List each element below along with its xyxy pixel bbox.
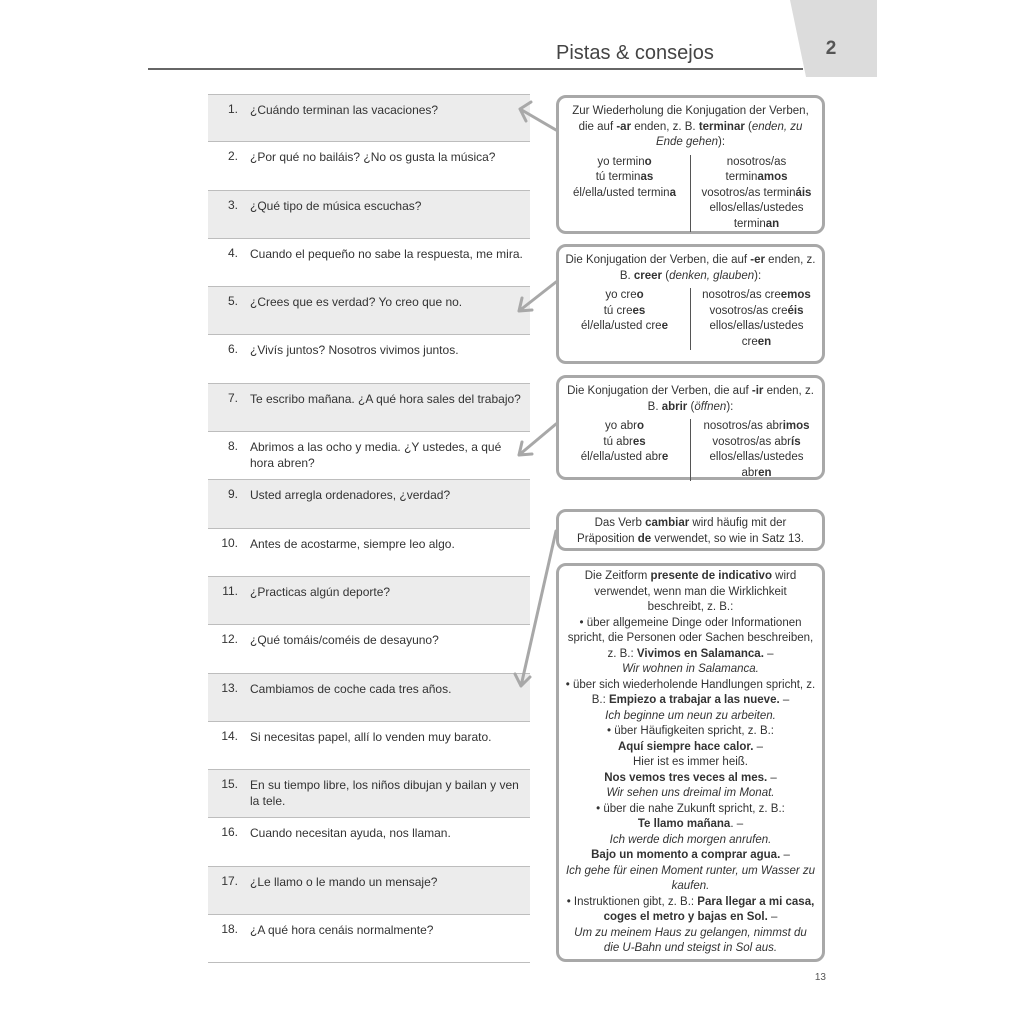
exercise-text: Cuando el pequeño no sabe la respuesta, me mira. (250, 246, 523, 261)
exercise-text: ¿Crees que es verdad? Yo creo que no. (250, 295, 463, 310)
bold-text: o (636, 289, 644, 301)
exercise-text: ¿Vivís juntos? Nosotros vivimos juntos. (250, 343, 459, 358)
text-run: enden, z. B. (647, 385, 814, 413)
text-run: ( (687, 400, 695, 413)
text-run: vosotros/as termin (701, 186, 796, 199)
text-run: nosotros/as cre (702, 289, 781, 301)
text-run: tú termin (595, 171, 641, 183)
bold-text: éis (787, 304, 804, 317)
italic-text: enden, zu Ende gehen (655, 120, 803, 148)
text-run: tú abr (603, 435, 633, 448)
exercise-number: 2. (227, 149, 238, 164)
chapter-number: 2 (825, 38, 837, 59)
exercise-number: 12. (221, 632, 238, 647)
exercise-number: 18. (221, 922, 238, 937)
bold-text: emos (780, 289, 811, 301)
arrow-tip-1-to-exercise-1 (520, 102, 556, 130)
exercise-text: Usted arregla ordenadores, ¿verdad? (250, 488, 451, 503)
text-run: Die Konjugation der Verben, die auf (565, 254, 751, 266)
exercise-text: Cuando necesitan ayuda, nos llaman. (250, 826, 451, 841)
exercise-number: 4. (227, 245, 238, 260)
exercise-text: Cambiamos de coche cada tres años. (250, 681, 452, 696)
exercise-number: 13. (221, 680, 238, 695)
text-run: vosotros/as abr (712, 435, 792, 448)
bold-text: creer (633, 269, 663, 282)
arrow-tip-3-to-exercise-8 (519, 424, 556, 455)
exercise-number: 8. (227, 439, 238, 454)
exercise-number: 16. (221, 825, 238, 840)
text-run: – (763, 647, 774, 660)
text-run: – (780, 849, 790, 861)
bold-text: en (757, 335, 772, 348)
exercise-text: Te escribo mañana. ¿A qué hora sales del trabajo? (250, 391, 521, 406)
text-run: ( (744, 120, 752, 133)
text-run: wird verwendet, wenn man die Wirklichkeit beschreibt, z. B.: (594, 570, 797, 613)
text-run: ellos/ellas/ustedes abr (709, 451, 804, 479)
bold-text: Empiezo a trabajar a las nueve. (609, 694, 780, 706)
text-run: • über allgemeine Dinge oder Informationen spricht, die Personen oder Sachen beschreiben, z. B.: (567, 616, 814, 660)
exercise-text: ¿Cuándo terminan las vacaciones? (250, 103, 439, 117)
exercise-number: 10. (221, 535, 238, 550)
bold-text: -ir (751, 385, 764, 397)
text-run: ): (726, 400, 734, 413)
text-run: yo cre (605, 289, 637, 301)
text-run: él/ella/usted cre (581, 320, 662, 332)
bold-text: áis (795, 186, 812, 199)
text-run: él/ella/usted abr (580, 451, 662, 463)
bold-text: ís (791, 435, 801, 448)
exercise-number: 11. (222, 583, 238, 598)
italic-text: Wir wohnen in Salamanca. (622, 663, 759, 675)
text-run: tú cre (603, 304, 633, 317)
bold-text: Aquí siempre hace calor. (617, 740, 754, 753)
text-run: yo abr (605, 420, 637, 432)
text-run: ( (662, 269, 670, 282)
text-run: wird häufig mit der Präposition (577, 517, 787, 545)
bold-text: amos (757, 171, 788, 183)
text-run: enden, z. B. (631, 120, 699, 133)
bold-text: -ar (616, 120, 632, 133)
text-run: – (767, 771, 777, 784)
text-run: yo termin (597, 155, 645, 168)
exercise-text: ¿Qué tipo de música escuchas? (250, 198, 422, 213)
exercise-text: ¿Qué tomáis/coméis de desayuno? (250, 633, 439, 648)
page-title: Pistas & consejos (556, 42, 714, 64)
bold-text: -er (750, 254, 765, 266)
arrow-tip-4-to-exercise-13 (515, 531, 556, 686)
exercise-number: 6. (227, 342, 238, 357)
bold-text: Bajo un momento a comprar agua. (591, 849, 781, 861)
text-run: – (753, 740, 764, 753)
italic-text: Um zu meinem Haus zu gelangen, nimmst du die U-Bahn und steigst in Sol aus. (574, 926, 807, 954)
bold-text: abrir (661, 400, 688, 413)
text-run: Die Zeitform (584, 570, 651, 582)
bold-text: presente de indicativo (650, 570, 772, 582)
exercise-text: ¿Por qué no bailáis? ¿No os gusta la música? (250, 150, 496, 165)
exercise-number: 17. (221, 873, 238, 888)
exercise-number: 7. (227, 390, 238, 405)
text-run: enden, z. B. (619, 254, 816, 282)
text-run: – (779, 694, 790, 706)
exercise-text: Abrimos a las ocho y media. ¿Y ustedes, a qué hora abren? (250, 440, 502, 471)
text-run: nosotros/as abr (703, 420, 783, 432)
bold-text: e (661, 320, 668, 332)
bold-text: Para llegar a mi casa, coges el metro y bajas en Sol. (603, 895, 815, 923)
text-run: ): (718, 136, 726, 148)
text-run: Zur Wiederholung die Konjugation der Verben, die auf (572, 105, 809, 133)
text-run: • über die nahe Zukunft spricht, z. B.: (596, 802, 785, 815)
text-run: Die Konjugation der Verben, die auf (567, 385, 752, 397)
exercise-text: ¿Le llamo o le mando un mensaje? (250, 874, 438, 889)
bold-text: as (640, 171, 654, 183)
italic-text: Ich gehe für einen Moment runter, um Wasser zu kaufen. (565, 864, 816, 892)
exercise-text: ¿A qué hora cenáis normalmente? (250, 923, 434, 938)
bold-text: de (637, 532, 652, 545)
bold-text: es (632, 435, 646, 448)
text-run: • über Häufigkeiten spricht, z. B.: (606, 725, 775, 737)
exercise-number: 15. (221, 777, 238, 792)
exercise-text: Si necesitas papel, allí lo venden muy barato. (250, 729, 492, 744)
bold-text: an (765, 217, 780, 230)
italic-text: öffnen (694, 400, 727, 413)
bold-text: cambiar (645, 517, 690, 529)
text-run: • Instruktionen gibt, z. B.: (566, 895, 698, 908)
bold-text: e (661, 451, 669, 463)
exercise-text: Antes de acostarme, siempre leo algo. (250, 536, 455, 551)
text-run: vosotros/as cre (709, 304, 788, 317)
exercise-number: 5. (227, 294, 238, 309)
text-run: . – (730, 818, 744, 830)
bold-text: imos (782, 420, 810, 432)
exercise-text: En su tiempo libre, los niños dibujan y bailan y ven la tele. (250, 778, 519, 809)
exercise-number: 14. (221, 728, 238, 743)
text-run: – (767, 911, 778, 923)
page-number: 13 (814, 972, 826, 983)
bold-text: es (632, 304, 646, 317)
italic-text: Ich werde dich morgen anrufen. (609, 833, 772, 846)
bold-text: Vivimos en Salamanca. (636, 647, 764, 660)
text-run: ): (754, 269, 762, 282)
italic-text: Ich beginne um neun zu arbeiten. (605, 709, 776, 722)
text-run: ellos/ellas/ustedes termin (709, 202, 804, 230)
bold-text: terminar (698, 120, 745, 133)
exercise-number: 9. (227, 487, 238, 502)
bold-text: en (758, 466, 772, 479)
italic-text: Wir sehen uns dreimal im Monat. (606, 787, 775, 799)
bold-text: o (636, 420, 644, 432)
bold-text: Te llamo mañana (637, 818, 731, 830)
exercise-text: ¿Practicas algún deporte? (250, 584, 391, 599)
bold-text: Nos vemos tres veces al mes. (604, 771, 768, 784)
bold-text: o (644, 155, 652, 168)
arrow-tip-2-to-exercise-5 (519, 282, 556, 311)
text-run: • über sich wiederholende Handlungen spricht, z. B.: (565, 678, 816, 706)
text-run: ellos/ellas/ustedes cre (709, 320, 804, 348)
text-run: verwendet, so wie in Satz 13. (651, 532, 804, 545)
text-run: nosotros/as termin (725, 155, 787, 183)
text-run: Hier ist es immer heiß. (632, 756, 749, 768)
italic-text: denken, glauben (669, 269, 755, 282)
exercise-number: 3. (227, 197, 238, 212)
text-run: Das Verb (594, 517, 646, 529)
bold-text: a (669, 186, 676, 199)
exercise-number: 1. (227, 102, 238, 116)
text-run: él/ella/usted termin (573, 186, 670, 199)
